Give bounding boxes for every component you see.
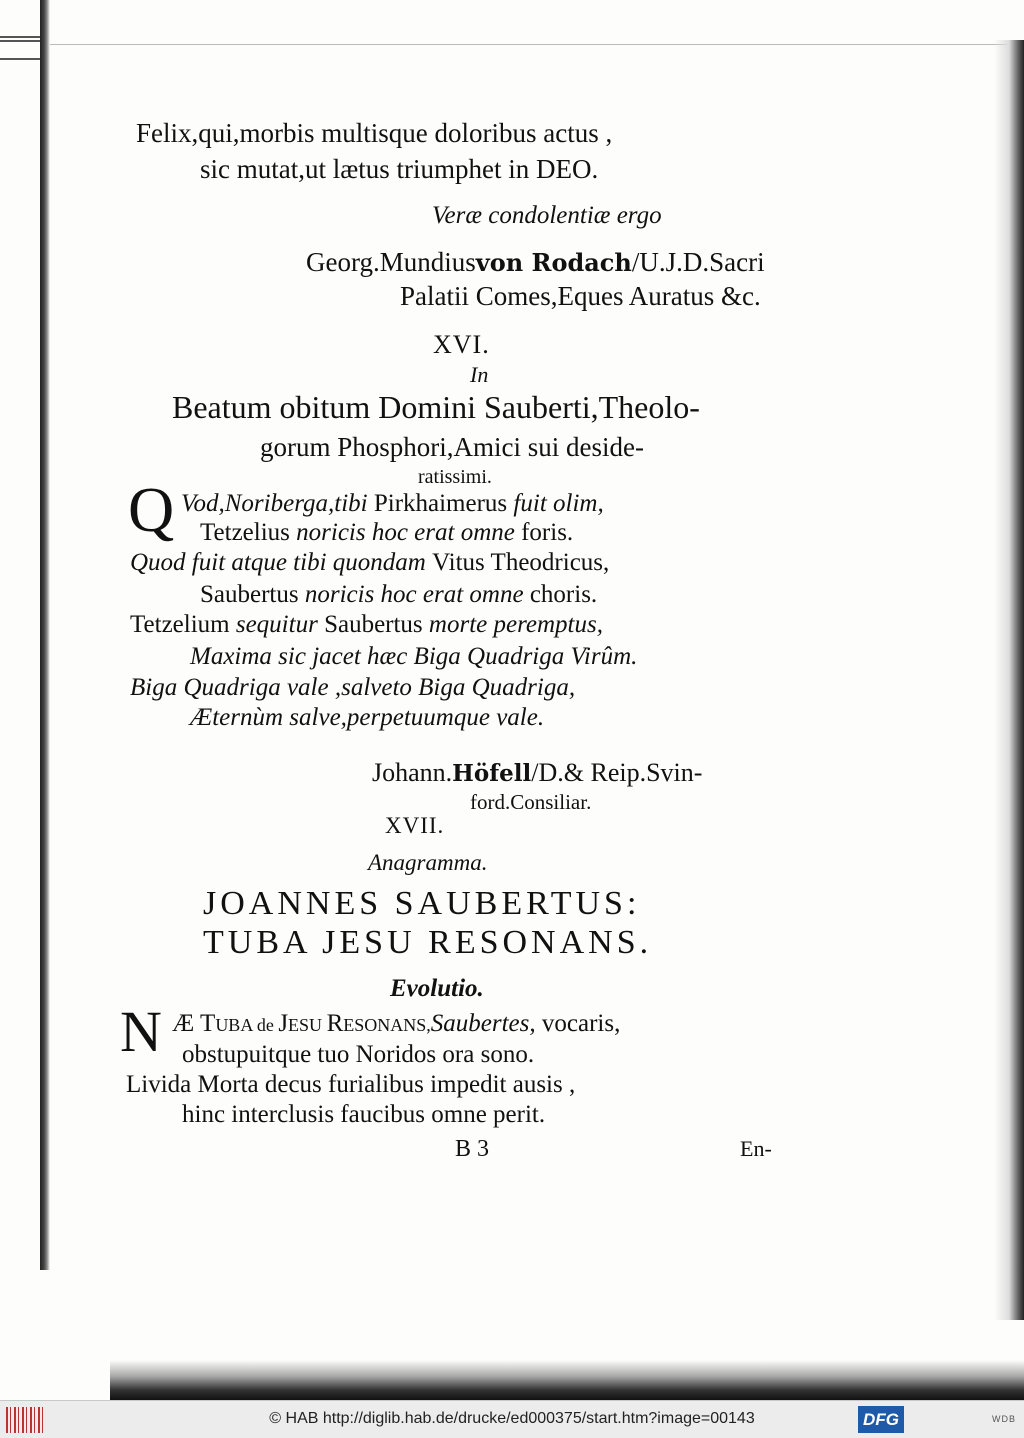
anagram-line: JOANNES SAUBERTUS:: [203, 885, 641, 922]
verse-line: [181, 490, 604, 518]
signature-part: Johann.: [372, 758, 453, 787]
anagram-line: TUBA JESU RESONANS.: [203, 924, 653, 961]
verse-part: Vitus Theodricus,: [432, 549, 610, 576]
verse-part: foris.: [521, 519, 574, 546]
poem-heading: gorum Phosphori,Amici sui deside-: [260, 432, 644, 462]
verse-part: noricis hoc erat omne: [304, 581, 530, 608]
author-name-fraktur: von Rodach: [475, 248, 632, 277]
drop-capital: Q: [128, 474, 175, 545]
drop-capital: N: [120, 999, 162, 1064]
copyright-link[interactable]: © HAB http://diglib.hab.de/drucke/ed000375/start.htm?image=00143: [269, 1410, 755, 1427]
verse-part: Tetzelius: [200, 519, 297, 546]
viewer-footer: [0, 1400, 1024, 1438]
verse-line: Æternùm salve,perpetuumque vale.: [190, 704, 545, 731]
verse-line: [200, 581, 597, 609]
book-gutter-shadow: [40, 0, 50, 1270]
verse-part: vocaris,: [535, 1010, 621, 1037]
verse-line: [200, 519, 573, 547]
verse-part: UBA de: [215, 1015, 279, 1035]
verse-part: Saubertus: [200, 581, 305, 608]
page-top-edge: [50, 44, 1024, 45]
verse-line: sic mutat,ut lætus triumphet in DEO.: [200, 154, 599, 184]
verse-line: Livida Morta decus furialibus impedit ausis ,: [126, 1071, 576, 1098]
author-line: [306, 247, 765, 278]
verse-part: Tetzelium: [130, 611, 236, 638]
verse-part: R: [326, 1010, 344, 1037]
page-bottom-edge: [110, 1360, 1024, 1400]
verse-part: ESU: [288, 1015, 327, 1035]
page-right-edge: [994, 40, 1024, 1320]
catchword: En-: [740, 1136, 772, 1161]
poem-heading: ratissimi.: [418, 466, 492, 488]
verse-part: morte peremptus,: [428, 611, 603, 638]
verse-part: noricis hoc erat omne: [296, 519, 522, 546]
signature-line: [372, 758, 702, 788]
evolutio-label: Evolutio.: [390, 975, 484, 1002]
section-number: XVII.: [385, 813, 445, 838]
verse-part: Æ T: [172, 1010, 216, 1037]
scan-left-margin: [0, 0, 40, 1400]
verse-line: [130, 549, 609, 577]
poem-heading: Beatum obitum Domini Sauberti,Theolo-: [172, 389, 700, 425]
anagram-label: Anagramma.: [368, 850, 488, 875]
signature-part: /D.& Reip.Svin-: [531, 758, 703, 787]
signature-mark: B 3: [455, 1136, 490, 1162]
verse-line: hinc interclusis faucibus omne perit.: [182, 1101, 546, 1128]
author-name: Georg.Mundius: [306, 247, 476, 277]
verse-line: [172, 1010, 620, 1038]
verse-part: Saubertus: [317, 611, 429, 638]
verse-line: obstupuitque tuo Noridos ora sono.: [182, 1041, 535, 1068]
verse-part: Pirkhaimerus: [367, 490, 514, 517]
dfg-logo[interactable]: DFG: [858, 1406, 904, 1433]
author-title: /U.J.D.Sacri: [631, 247, 765, 277]
verse-line: Biga Quadriga vale ,salveto Biga Quadriga,: [130, 674, 576, 701]
signature-name-fraktur: Höfell: [452, 760, 532, 787]
verse-part: Vod,Noriberga,tibi: [181, 490, 368, 517]
author-title-line: Palatii Comes,Eques Auratus &c.: [400, 281, 761, 311]
verse-part: sequitur: [235, 611, 318, 638]
verse-part: ESONANS,: [343, 1015, 431, 1035]
verse-line: Felix,qui,morbis multisque doloribus actus ,: [136, 118, 613, 148]
dedication-line: Veræ condolentiæ ergo: [432, 202, 662, 229]
wdb-logo: WDB: [992, 1414, 1016, 1424]
verse-part: Quod fuit atque tibi quondam: [130, 549, 433, 576]
verse-line: Maxima sic jacet hæc Biga Quadriga Virûm.: [190, 643, 638, 670]
section-number: XVI.: [433, 330, 490, 359]
verse-line: [130, 611, 603, 639]
verse-part: choris.: [529, 581, 598, 608]
verse-part: J: [278, 1010, 289, 1037]
heading-in: In: [470, 362, 489, 387]
verse-part: fuit olim,: [513, 490, 604, 517]
verse-part: Saubertes,: [430, 1010, 536, 1037]
signature-line: ford.Consiliar.: [470, 790, 592, 814]
